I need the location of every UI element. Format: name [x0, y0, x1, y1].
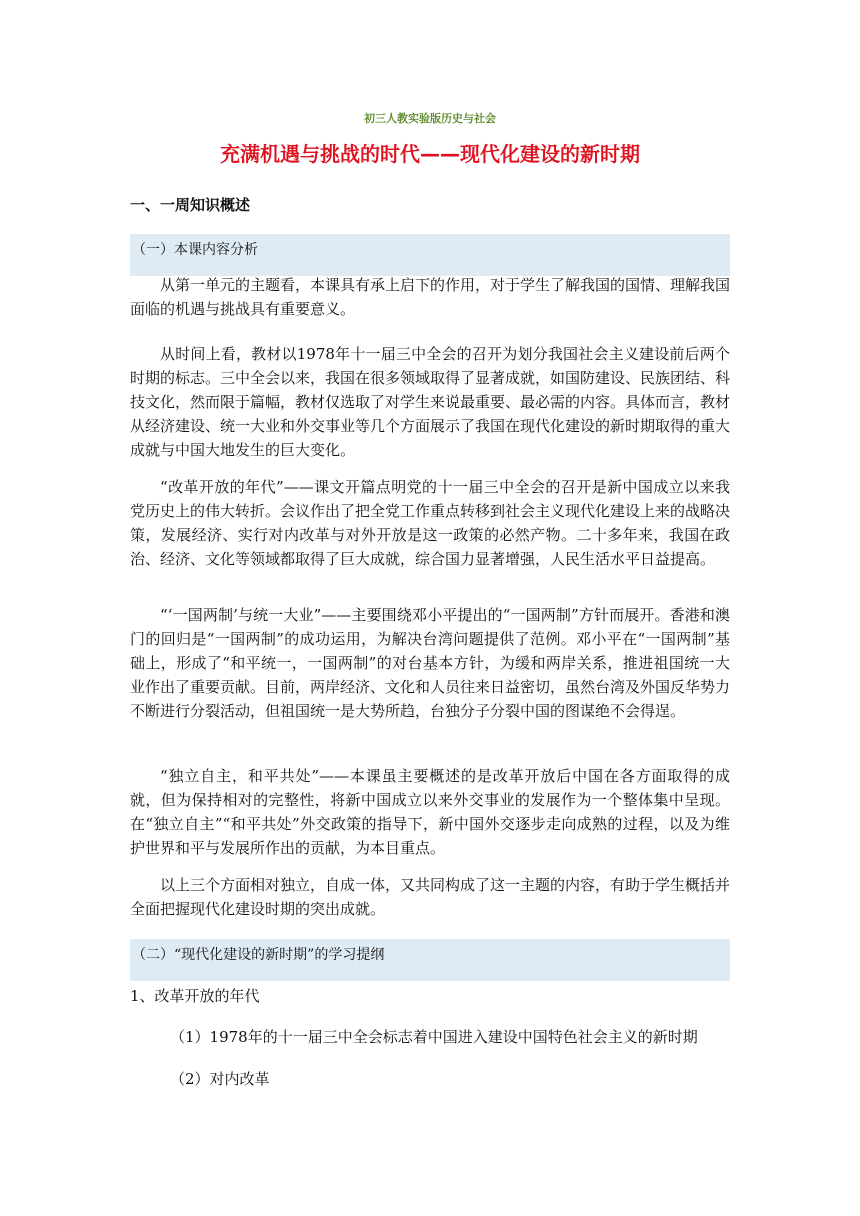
subsection-title: （一）本课内容分析 — [132, 242, 258, 258]
outline-item: 1、改革开放的年代 — [130, 987, 260, 1005]
outline-subitem: （1）1978年的十一届三中全会标志着中国进入建设中国特色社会主义的新时期 — [170, 1028, 698, 1046]
subsection-band-outline — [130, 939, 730, 981]
paragraph: 从第一单元的主题看，本课具有承上启下的作用，对于学生了解我国的国情、理解我国面临的机遇与挑战具有重要意义。 — [130, 276, 731, 318]
outline-subitem: （2）对内改革 — [170, 1070, 270, 1088]
paragraph: 以上三个方面相对独立，自成一体，又共同构成了这一主题的内容，有助于学生概括并全面把握现代化建设时期的突出成就。 — [130, 876, 731, 918]
paragraph: 从时间上看，教材以1978年十一届三中全会的召开为划分我国社会主义建设前后两个时期的标志。三中全会以来，我国在很多领域取得了显著成就，如国防建设、民族团结、科技文化，然而限于篇幅，教材仅选取了对学生来说最重要、最必需的内容。具体而言，教材从经济建设、统一大业和外交事业等几个方面展示了我国在现代化建设的新时期取得的重大成就与中国大地发生的巨大变化。 — [130, 345, 731, 459]
subsection-band-analysis — [130, 234, 730, 276]
section-heading: 一、一周知识概述 — [130, 196, 251, 214]
subsection-title: （二）“现代化建设的新时期”的学习提纲 — [132, 947, 385, 963]
paragraph: “‘一国两制’与统一大业”——主要围绕邓小平提出的“一国两制”方针而展开。香港和澳门的回归是“一国两制”的成功运用，为解决台湾问题提供了范例。邓小平在“一国两制”基础上，形成了“和平统一，一国两制”的对台基本方针，为缓和两岸关系，推进祖国统一大业作出了重要贡献。目前，两岸经济、文化和人员往来日益密切，虽然台湾及外国反华势力不断进行分裂活动，但祖国统一是大势所趋，台独分子分裂中国的图谋绝不会得逞。 — [130, 606, 731, 720]
paragraph: “改革开放的年代”——课文开篇点明党的十一届三中全会的召开是新中国成立以来我党历史上的伟大转折。会议作出了把全党工作重点转移到社会主义现代化建设上来的战略决策，发展经济、实行对内改革与对外开放是这一政策的必然产物。二十多年来，我国在政治、经济、文化等领域都取得了巨大成就，综合国力显著增强，人民生活水平日益提高。 — [130, 478, 731, 568]
doc-title: 充满机遇与挑战的时代——现代化建设的新时期 — [220, 142, 640, 166]
doc-header: 初三人教实验版历史与社会 — [364, 112, 496, 125]
paragraph: “独立自主，和平共处”——本课虽主要概述的是改革开放后中国在各方面取得的成就，但为保持相对的完整性，将新中国成立以来外交事业的发展作为一个整体集中呈现。在“独立自主”“和平共处”外交政策的指导下，新中国外交逐步走向成熟的过程，以及为维护世界和平与发展所作出的贡献，为本目重点。 — [130, 767, 730, 857]
